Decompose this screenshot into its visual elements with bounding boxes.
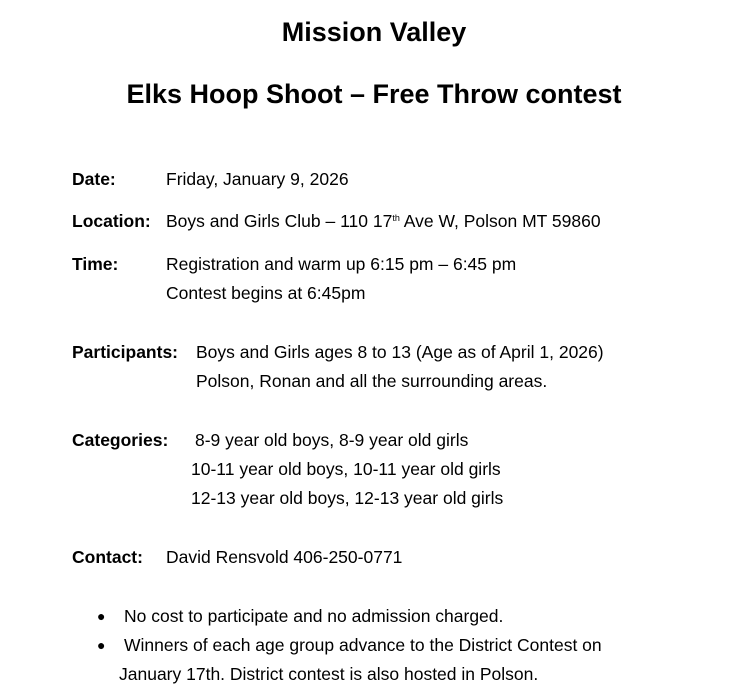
ordinal-suffix: th (392, 213, 400, 223)
page-subtitle: Elks Hoop Shoot – Free Throw contest (126, 79, 622, 109)
bullet-item-1: No cost to participate and no admission charged. (124, 606, 504, 626)
bullet-icon: ● (97, 637, 106, 653)
category-line-2: 10-11 year old boys, 10-11 year old girls (191, 459, 501, 479)
category-line-3: 12-13 year old boys, 12-13 year old girls (191, 488, 504, 508)
location-label: Location: (72, 211, 151, 231)
time-line-1: Registration and warm up 6:15 pm – 6:45 pm (166, 254, 517, 274)
bullet-item-2-line-2: January 17th. District contest is also hosted in Polson. (119, 664, 539, 684)
page-title: Mission Valley (281, 17, 467, 47)
contact-value: David Rensvold 406-250-0771 (166, 547, 403, 567)
participants-label: Participants: (72, 342, 178, 362)
time-line-2: Contest begins at 6:45pm (166, 283, 366, 303)
contact-label: Contact: (72, 547, 143, 567)
location-address-end: Ave W, Polson MT 59860 (399, 211, 601, 231)
location-address-start: Boys and Girls Club – 110 17 (166, 211, 393, 231)
categories-label: Categories: (72, 430, 169, 450)
bullet-item-2-line-1: Winners of each age group advance to the District Contest on (124, 635, 602, 655)
category-line-1: 8-9 year old boys, 8-9 year old girls (195, 430, 469, 450)
date-value: Friday, January 9, 2026 (166, 169, 349, 189)
time-label: Time: (72, 254, 119, 274)
participants-line-2: Polson, Ronan and all the surrounding areas. (196, 371, 548, 391)
date-label: Date: (72, 169, 116, 189)
location-value (166, 210, 601, 232)
participants-line-1: Boys and Girls ages 8 to 13 (Age as of April 1, 2026) (196, 342, 604, 362)
bullet-icon: ● (97, 608, 106, 624)
